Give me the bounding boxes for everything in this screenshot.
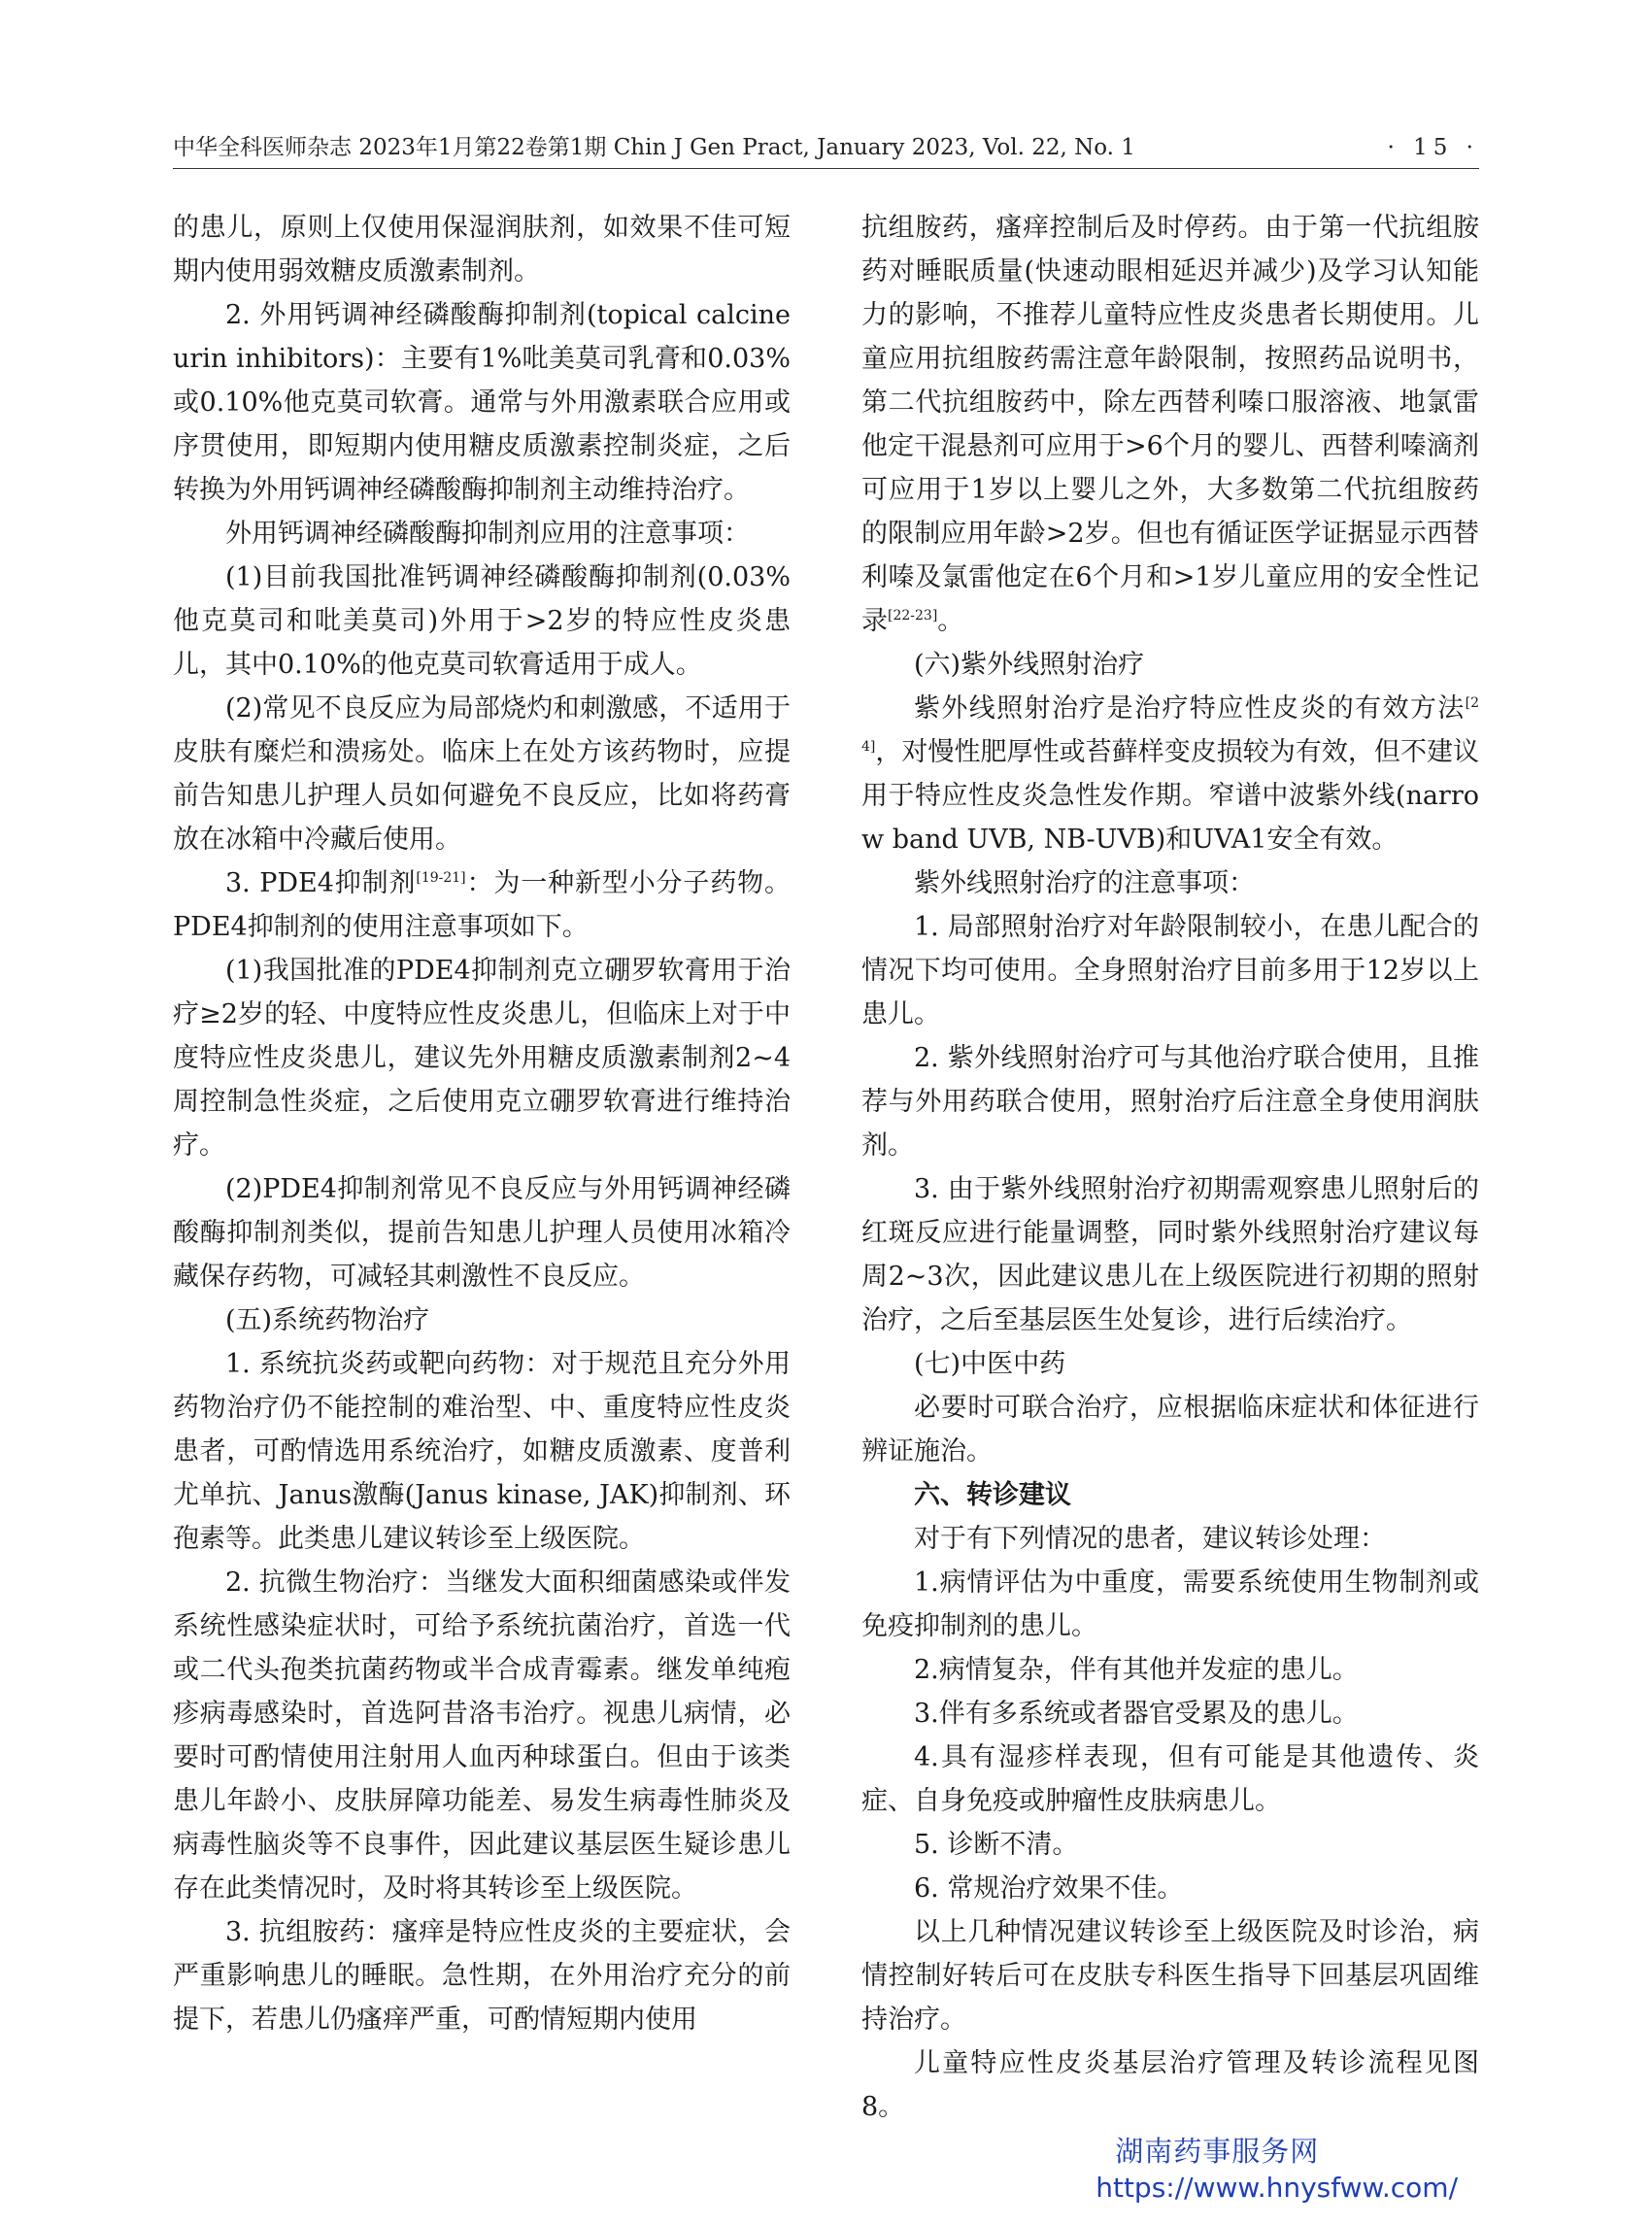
right-column [861, 206, 1479, 2129]
paragraph-text: 1.病情评估为中重度，需要系统使用生物制剂或免疫抑制剂的患儿。 [861, 1568, 1479, 1641]
paragraph-text: 六、转诊建议 [914, 1480, 1071, 1510]
paragraph [861, 687, 1479, 861]
paragraph [861, 1867, 1479, 1910]
citation-ref: [22-23] [888, 608, 938, 624]
paragraph-text: 抗组胺药，瘙痒控制后及时停药。由于第一代抗组胺药对睡眠质量(快速动眼相延迟并减少)及学习认知能力的影响，不推荐儿童特应性皮炎患者长期使用。儿童应用抗组胺药需注意年龄限制，按照药品说明书，第二代抗组胺药中，除左西替利嗪口服溶液、地氯雷他定干混悬剂可应用于>6个月的婴儿、西替利嗪滴剂可应用于1岁以上婴儿之外，大多数第二代抗组胺药的限制应用年龄>2岁。但也有循证医学证据显示西替利嗪及氯雷他定在6个月和>1岁儿童应用的安全性记录 [861, 213, 1479, 636]
paragraph [861, 1561, 1479, 1648]
paragraph-text: 6. 常规治疗效果不佳。 [914, 1873, 1184, 1904]
paragraph [861, 1473, 1479, 1517]
paragraph-text: (2)PDE4抑制剂常见不良反应与外用钙调神经磷酸酶抑制剂类似，提前告知患儿护理人员使用冰箱冷藏保存药物，可减轻其刺激性不良反应。 [173, 1174, 791, 1292]
paragraph-text: 紫外线照射治疗的注意事项： [914, 868, 1255, 898]
watermark-name: 湖南药事服务网 [1115, 2135, 1320, 2168]
paragraph [861, 1910, 1479, 2041]
page-number: · 15 · [1387, 135, 1479, 160]
paragraph [861, 1736, 1479, 1823]
running-header [173, 132, 1479, 163]
paragraph [173, 1910, 791, 2041]
paragraph-text-cont: ：为一种新型小分子药物。PDE4抑制剂的使用注意事项如下。 [173, 868, 792, 942]
header-rule [173, 168, 1479, 169]
journal-citation: 中华全科医师杂志 2023年1月第22卷第1期 Chin J Gen Pract, January 2023, Vol. 22, No. 1 [173, 135, 1135, 160]
paragraph-text: (1)我国批准的PDE4抑制剂克立硼罗软膏用于治疗≥2岁的轻、中度特应性皮炎患儿，但临床上对于中度特应性皮炎患儿，建议先外用糖皮质激素制剂2~4周控制急性炎症，之后使用克立硼罗软膏进行维持治疗。 [173, 956, 791, 1161]
paragraph [173, 949, 791, 1167]
paragraph-text: (五)系统药物治疗 [225, 1305, 430, 1335]
paragraph [861, 905, 1479, 1036]
paragraph-text: 2. 外用钙调神经磷酸酶抑制剂(topical calcineurin inhibitors)：主要有1%吡美莫司乳膏和0.03%或0.10%他克莫司软膏。通常与外用激素联合应用或序贯使用，即短期内使用糖皮质激素控制炎症，之后转换为外用钙调神经磷酸酶抑制剂主动维持治疗。 [173, 300, 791, 505]
paragraph [173, 1298, 791, 1342]
paragraph [861, 643, 1479, 687]
paragraph [861, 2041, 1479, 2129]
paragraph [173, 1167, 791, 1298]
paragraph [861, 1517, 1479, 1561]
paragraph [861, 1386, 1479, 1473]
left-column [173, 206, 791, 2041]
citation-ref: [24] [861, 695, 1479, 755]
paragraph [861, 1823, 1479, 1867]
paragraph [173, 1342, 791, 1561]
paragraph-text: 紫外线照射治疗是治疗特应性皮炎的有效方法 [914, 693, 1466, 724]
watermark [1096, 2133, 1458, 2207]
paragraph-text: 1. 局部照射治疗对年龄限制较小，在患儿配合的情况下均可使用。全身照射治疗目前多用于12岁以上患儿。 [861, 912, 1479, 1029]
paragraph [173, 861, 791, 949]
paragraph [173, 687, 791, 861]
paragraph [861, 861, 1479, 905]
paragraph-text: 2.病情复杂，伴有其他并发症的患儿。 [914, 1655, 1359, 1685]
paragraph [861, 1036, 1479, 1167]
paragraph [173, 293, 791, 512]
paragraph-text: 3. 由于紫外线照射治疗初期需观察患儿照射后的红斑反应进行能量调整，同时紫外线照射治疗建议每周2~3次，因此建议患儿在上级医院进行初期的照射治疗，之后至基层医生处复诊，进行后续治疗。 [861, 1174, 1479, 1335]
paragraph-text: 5. 诊断不清。 [914, 1830, 1079, 1860]
paragraph-text: (1)目前我国批准钙调神经磷酸酶抑制剂(0.03%他克莫司和吡美莫司)外用于>2岁的特应性皮炎患儿，其中0.10%的他克莫司软膏适用于成人。 [173, 562, 791, 680]
paragraph-text: (六)紫外线照射治疗 [914, 650, 1145, 680]
paragraph-text: 的患儿，原则上仅使用保湿润肤剂，如效果不佳可短期内使用弱效糖皮质激素制剂。 [173, 213, 791, 287]
paragraph-text: 3.伴有多系统或者器官受累及的患儿。 [914, 1699, 1359, 1729]
paragraph-text: 以上几种情况建议转诊至上级医院及时诊治，病情控制好转后可在皮肤专科医生指导下回基层巩固维持治疗。 [861, 1917, 1479, 2035]
paragraph-text-cont: ，对慢性肥厚性或苔藓样变皮损较为有效，但不建议用于特应性皮炎急性发作期。窄谱中波紫外线(narrow band UVB, NB-UVB)和UVA1安全有效。 [861, 737, 1479, 855]
paragraph-text: 儿童特应性皮炎基层治疗管理及转诊流程见图8。 [861, 2048, 1479, 2122]
paragraph-text: 4.具有湿疹样表现，但有可能是其他遗传、炎症、自身免疫或肿瘤性皮肤病患儿。 [861, 1742, 1479, 1816]
paragraph-text: 必要时可联合治疗，应根据临床症状和体征进行辨证施治。 [861, 1393, 1479, 1466]
paragraph [861, 1342, 1479, 1386]
paragraph [173, 556, 791, 687]
paragraph-text: 2. 紫外线照射治疗可与其他治疗联合使用，且推荐与外用药联合使用，照射治疗后注意全身使用润肤剂。 [861, 1043, 1479, 1161]
paragraph [861, 206, 1479, 643]
paragraph-text: (七)中医中药 [914, 1349, 1066, 1379]
paragraph-text: 2. 抗微生物治疗：当继发大面积细菌感染或伴发系统性感染症状时，可给予系统抗菌治疗，首选一代或二代头孢类抗菌药物或半合成青霉素。继发单纯疱疹病毒感染时，首选阿昔洛韦治疗。视患儿病情，必要时可酌情使用注射用人血丙种球蛋白。但由于该类患儿年龄小、皮肤屏障功能差、易发生病毒性肺炎及病毒性脑炎等不良事件，因此建议基层医生疑诊患儿存在此类情况时，及时将其转诊至上级医院。 [173, 1568, 791, 1904]
paragraph [173, 512, 791, 556]
paragraph [173, 206, 791, 293]
watermark-url[interactable]: https://www.hnysfww.com/ [1096, 2172, 1458, 2204]
paragraph-text: 1. 系统抗炎药或靶向药物：对于规范且充分外用药物治疗仍不能控制的难治型、中、重度特应性皮炎患者，可酌情选用系统治疗，如糖皮质激素、度普利尤单抗、Janus激酶(Janus kinase, JAK)抑制剂、环孢素等。此类患儿建议转诊至上级医院。 [173, 1349, 791, 1554]
paragraph [861, 1692, 1479, 1736]
paragraph-text: 3. 抗组胺药：瘙痒是特应性皮炎的主要症状，会严重影响患儿的睡眠。急性期，在外用治疗充分的前提下，若患儿仍瘙痒严重，可酌情短期内使用 [173, 1917, 791, 2035]
paragraph [861, 1167, 1479, 1342]
paragraph-text: 对于有下列情况的患者，建议转诊处理： [914, 1524, 1386, 1554]
paragraph-text: 3. PDE4抑制剂 [225, 868, 417, 898]
paragraph-text: (2)常见不良反应为局部烧灼和刺激感，不适用于皮肤有糜烂和溃疡处。临床上在处方该药物时，应提前告知患儿护理人员如何避免不良反应，比如将药膏放在冰箱中冷藏后使用。 [173, 693, 791, 855]
paragraph-text: 外用钙调神经磷酸酶抑制剂应用的注意事项： [225, 519, 750, 549]
paragraph [861, 1648, 1479, 1692]
paragraph [173, 1561, 791, 1910]
paragraph-text-cont: 。 [937, 606, 964, 636]
citation-ref: [19-21] [416, 870, 466, 886]
